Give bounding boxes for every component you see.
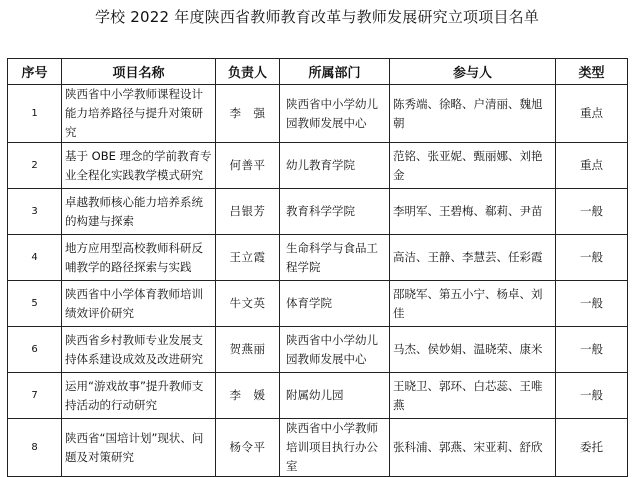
row-number-cell: 6 [8,327,62,373]
row-number-cell: 5 [8,281,62,327]
participants-cell: 范铭、张亚妮、甄丽娜、刘艳金 [390,143,556,189]
table-row [8,189,628,235]
row-number-cell: 8 [8,419,62,477]
header-type: 类型 [556,59,628,85]
table-row [8,373,628,419]
project-leader-cell: 杨令平 [216,419,280,477]
project-name-cell: 运用“游戏故事”提升教师支持活动的行动研究 [62,373,216,419]
project-name-cell: 卓越教师核心能力培养系统的构建与探索 [62,189,216,235]
participants-cell: 李明军、王碧梅、郗莉、尹苗 [390,189,556,235]
project-name-cell: 陕西省中小学教师课程设计能力培养路径与提升对策研究 [62,85,216,143]
project-leader-cell: 何善平 [216,143,280,189]
header-no: 序号 [8,59,62,85]
row-number-cell: 2 [8,143,62,189]
project-leader-cell: 吕银芳 [216,189,280,235]
project-leader-cell: 李 强 [216,85,280,143]
table-row [8,235,628,281]
project-type-cell: 一般 [556,235,628,281]
row-number-cell: 1 [8,85,62,143]
table-header-row [8,59,628,85]
project-leader-cell: 牛文英 [216,281,280,327]
department-cell: 体育学院 [280,281,390,327]
department-cell: 陕西省中小学幼儿园教师发展中心 [280,327,390,373]
participants-cell: 马杰、侯妙娟、温晓荣、康米 [390,327,556,373]
project-name-cell: 地方应用型高校教师科研反哺教学的路径探索与实践 [62,235,216,281]
department-cell: 教育科学学院 [280,189,390,235]
project-name-cell: 陕西省乡村教师专业发展支持体系建设成效及改进研究 [62,327,216,373]
header-members: 参与人 [390,59,556,85]
row-number-cell: 3 [8,189,62,235]
participants-cell: 高洁、王静、李慧芸、任彩霞 [390,235,556,281]
project-type-cell: 一般 [556,327,628,373]
header-dept: 所属部门 [280,59,390,85]
department-cell: 生命科学与食品工程学院 [280,235,390,281]
participants-cell: 邵晓军、第五小宁、杨卓、刘佳 [390,281,556,327]
document-title: 学校 2022 年度陕西省教师教育改革与教师发展研究立项项目名单 [94,8,540,26]
row-number-cell: 7 [8,373,62,419]
project-name-cell: 基于 OBE 理念的学前教育专业全程化实践教学模式研究 [62,143,216,189]
project-leader-cell: 王立霞 [216,235,280,281]
project-type-cell: 一般 [556,281,628,327]
table-row [8,327,628,373]
project-table [7,58,628,477]
department-cell: 幼儿教育学院 [280,143,390,189]
row-number-cell: 4 [8,235,62,281]
project-leader-cell: 李 媛 [216,373,280,419]
project-type-cell: 一般 [556,189,628,235]
table-row [8,143,628,189]
participants-cell: 王晓卫、郭环、白芯蕊、王唯燕 [390,373,556,419]
participants-cell: 陈秀端、徐略、户清丽、魏旭朝 [390,85,556,143]
project-type-cell: 重点 [556,143,628,189]
project-leader-cell: 贺燕丽 [216,327,280,373]
department-cell: 陕西省中小学教师培训项目执行办公室 [280,419,390,477]
department-cell: 陕西省中小学幼儿园教师发展中心 [280,85,390,143]
project-type-cell: 一般 [556,373,628,419]
project-type-cell: 委托 [556,419,628,477]
department-cell: 附属幼儿园 [280,373,390,419]
project-name-cell: 陕西省中小学体育教师培训绩效评价研究 [62,281,216,327]
header-leader: 负责人 [216,59,280,85]
header-name: 项目名称 [62,59,216,85]
project-name-cell: 陕西省“国培计划”现状、问题及对策研究 [62,419,216,477]
table-row [8,281,628,327]
participants-cell: 张科浦、郭燕、宋亚莉、舒欣 [390,419,556,477]
project-type-cell: 重点 [556,85,628,143]
table-row [8,85,628,143]
